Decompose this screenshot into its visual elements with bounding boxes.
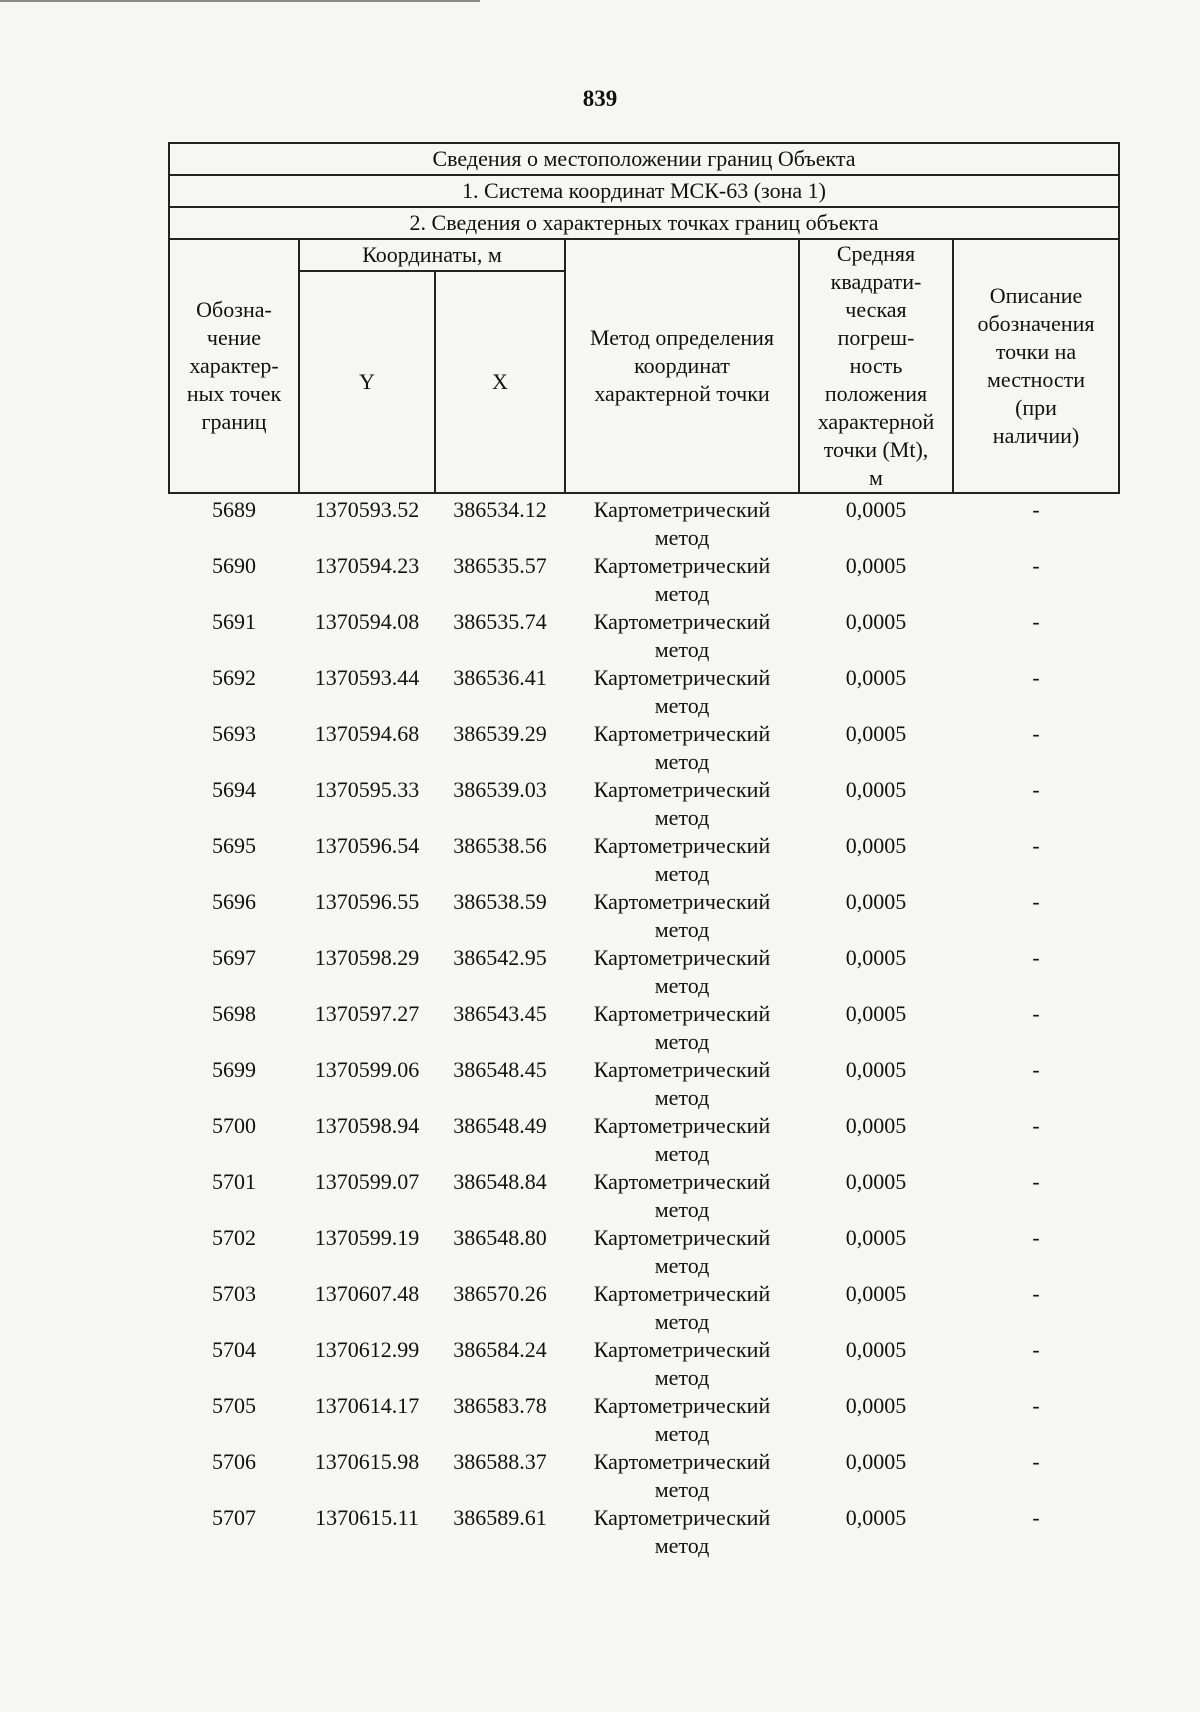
x-coordinate-cell: 386543.45 (453, 1001, 547, 1026)
header-description: Описание обозначения точки на местности (при наличии) (953, 239, 1119, 493)
point-id-cell: 5695 (212, 833, 256, 858)
x-coordinate-cell: 386588.37 (453, 1449, 547, 1474)
y-coordinate-cell: 1370593.44 (314, 665, 420, 690)
x-coordinate-cell: 386583.78 (453, 1393, 547, 1418)
point-id-cell: 5700 (212, 1113, 256, 1138)
method-cell: Картометрический метод (593, 609, 771, 662)
method-cell: Картометрический метод (593, 1169, 771, 1222)
x-coordinate-cell: 386548.80 (453, 1225, 547, 1250)
error-cell: 0,0005 (845, 721, 907, 746)
error-cell: 0,0005 (845, 665, 907, 690)
method-cell: Картометрический метод (593, 1281, 771, 1334)
method-cell: Картометрический метод (593, 945, 771, 998)
y-coordinate-cell: 1370595.33 (314, 777, 420, 802)
point-id-cell: 5706 (212, 1449, 256, 1474)
header-error: Средняя квадрати- ческая погреш- ность положения характерной точки (Mt), м (799, 239, 953, 493)
x-coordinate-cell: 386570.26 (453, 1281, 547, 1306)
table-title: Сведения о местоположении границ Объекта (169, 143, 1119, 175)
error-cell: 0,0005 (845, 1393, 907, 1418)
y-coordinate-cell: 1370607.48 (314, 1281, 420, 1306)
table-row (169, 888, 1119, 944)
description-cell: - (1032, 1225, 1040, 1250)
point-id-cell: 5703 (212, 1281, 256, 1306)
table-row (169, 608, 1119, 664)
point-id-cell: 5705 (212, 1393, 256, 1418)
point-id-cell: 5696 (212, 889, 256, 914)
method-cell: Картометрический метод (593, 1449, 771, 1502)
y-coordinate-cell: 1370597.27 (314, 1001, 420, 1026)
description-cell: - (1032, 833, 1040, 858)
method-cell: Картометрический метод (593, 889, 771, 942)
description-cell: - (1032, 609, 1040, 634)
header-coordinates: Координаты, м (299, 239, 565, 271)
error-cell: 0,0005 (845, 1505, 907, 1530)
method-cell: Картометрический метод (593, 1337, 771, 1390)
x-coordinate-cell: 386534.12 (453, 497, 547, 522)
y-coordinate-cell: 1370599.19 (314, 1225, 420, 1250)
description-cell: - (1032, 1337, 1040, 1362)
point-id-cell: 5701 (212, 1169, 256, 1194)
header-y: Y (299, 271, 435, 493)
table-row (169, 776, 1119, 832)
description-cell: - (1032, 945, 1040, 970)
error-cell: 0,0005 (845, 497, 907, 522)
y-coordinate-cell: 1370615.11 (315, 1505, 419, 1530)
y-coordinate-cell: 1370599.06 (314, 1057, 420, 1082)
header-x: X (435, 271, 565, 493)
y-coordinate-cell: 1370614.17 (314, 1393, 420, 1418)
y-coordinate-cell: 1370596.54 (314, 833, 420, 858)
points-section-title: 2. Сведения о характерных точках границ объекта (169, 207, 1119, 239)
header-method: Метод определения координат характерной точки (565, 239, 799, 493)
error-cell: 0,0005 (845, 1001, 907, 1026)
x-coordinate-cell: 386548.84 (453, 1169, 547, 1194)
description-cell: - (1032, 497, 1040, 522)
point-id-cell: 5692 (212, 665, 256, 690)
x-coordinate-cell: 386589.61 (453, 1505, 547, 1530)
point-id-cell: 5699 (212, 1057, 256, 1082)
table-row (169, 1112, 1119, 1168)
table-row (169, 832, 1119, 888)
x-coordinate-cell: 386548.45 (453, 1057, 547, 1082)
boundary-points-table (168, 142, 1120, 1560)
point-id-cell: 5693 (212, 721, 256, 746)
error-cell: 0,0005 (845, 1057, 907, 1082)
point-id-cell: 5690 (212, 553, 256, 578)
point-id-cell: 5694 (212, 777, 256, 802)
scan-edge-line (0, 0, 480, 2)
x-coordinate-cell: 386538.56 (453, 833, 547, 858)
method-cell: Картометрический метод (593, 777, 771, 830)
y-coordinate-cell: 1370596.55 (314, 889, 420, 914)
table-body (169, 493, 1119, 1560)
description-cell: - (1032, 1393, 1040, 1418)
table-row (169, 493, 1119, 552)
error-cell: 0,0005 (845, 1113, 907, 1138)
description-cell: - (1032, 1281, 1040, 1306)
x-coordinate-cell: 386538.59 (453, 889, 547, 914)
point-id-cell: 5698 (212, 1001, 256, 1026)
method-cell: Картометрический метод (593, 497, 771, 550)
y-coordinate-cell: 1370594.23 (314, 553, 420, 578)
x-coordinate-cell: 386535.57 (453, 553, 547, 578)
table-row (169, 1000, 1119, 1056)
error-cell: 0,0005 (845, 1225, 907, 1250)
error-cell: 0,0005 (845, 1169, 907, 1194)
description-cell: - (1032, 553, 1040, 578)
description-cell: - (1032, 889, 1040, 914)
table-row (169, 720, 1119, 776)
y-coordinate-cell: 1370615.98 (314, 1449, 420, 1474)
table-row (169, 664, 1119, 720)
page-number: 839 (582, 86, 618, 111)
point-id-cell: 5691 (212, 609, 256, 634)
description-cell: - (1032, 777, 1040, 802)
table-row (169, 1280, 1119, 1336)
point-id-cell: 5689 (212, 497, 256, 522)
x-coordinate-cell: 386539.29 (453, 721, 547, 746)
x-coordinate-cell: 386548.49 (453, 1113, 547, 1138)
y-coordinate-cell: 1370599.07 (314, 1169, 420, 1194)
error-cell: 0,0005 (845, 889, 907, 914)
x-coordinate-cell: 386539.03 (453, 777, 547, 802)
method-cell: Картометрический метод (593, 1225, 771, 1278)
y-coordinate-cell: 1370598.94 (314, 1113, 420, 1138)
method-cell: Картометрический метод (593, 721, 771, 774)
method-cell: Картометрический метод (593, 1001, 771, 1054)
point-id-cell: 5702 (212, 1225, 256, 1250)
table-row (169, 944, 1119, 1000)
error-cell: 0,0005 (845, 1281, 907, 1306)
description-cell: - (1032, 721, 1040, 746)
error-cell: 0,0005 (845, 833, 907, 858)
x-coordinate-cell: 386542.95 (453, 945, 547, 970)
y-coordinate-cell: 1370612.99 (314, 1337, 420, 1362)
method-cell: Картометрический метод (593, 1057, 771, 1110)
method-cell: Картометрический метод (593, 1393, 771, 1446)
coordinate-system-title: 1. Система координат МСК-63 (зона 1) (169, 175, 1119, 207)
error-cell: 0,0005 (845, 553, 907, 578)
description-cell: - (1032, 1169, 1040, 1194)
method-cell: Картометрический метод (593, 1113, 771, 1166)
table-row (169, 1336, 1119, 1392)
description-cell: - (1032, 1113, 1040, 1138)
x-coordinate-cell: 386584.24 (453, 1337, 547, 1362)
table-row (169, 1448, 1119, 1504)
y-coordinate-cell: 1370598.29 (314, 945, 420, 970)
description-cell: - (1032, 665, 1040, 690)
x-coordinate-cell: 386535.74 (453, 609, 547, 634)
error-cell: 0,0005 (845, 1449, 907, 1474)
point-id-cell: 5704 (212, 1337, 256, 1362)
table-row (169, 1168, 1119, 1224)
description-cell: - (1032, 1449, 1040, 1474)
y-coordinate-cell: 1370594.08 (314, 609, 420, 634)
table-row (169, 1392, 1119, 1448)
x-coordinate-cell: 386536.41 (453, 665, 547, 690)
error-cell: 0,0005 (845, 1337, 907, 1362)
table-row (169, 1056, 1119, 1112)
point-id-cell: 5707 (212, 1505, 256, 1530)
description-cell: - (1032, 1001, 1040, 1026)
method-cell: Картометрический метод (593, 833, 771, 886)
method-cell: Картометрический метод (593, 665, 771, 718)
description-cell: - (1032, 1505, 1040, 1530)
y-coordinate-cell: 1370594.68 (314, 721, 420, 746)
table-row (169, 552, 1119, 608)
y-coordinate-cell: 1370593.52 (314, 497, 420, 522)
error-cell: 0,0005 (845, 609, 907, 634)
method-cell: Картометрический метод (593, 1505, 771, 1558)
error-cell: 0,0005 (845, 777, 907, 802)
table-row (169, 1504, 1119, 1560)
error-cell: 0,0005 (845, 945, 907, 970)
point-id-cell: 5697 (212, 945, 256, 970)
description-cell: - (1032, 1057, 1040, 1082)
table-row (169, 1224, 1119, 1280)
method-cell: Картометрический метод (593, 553, 771, 606)
header-designation: Обозна- чение характер- ных точек границ (169, 239, 299, 493)
